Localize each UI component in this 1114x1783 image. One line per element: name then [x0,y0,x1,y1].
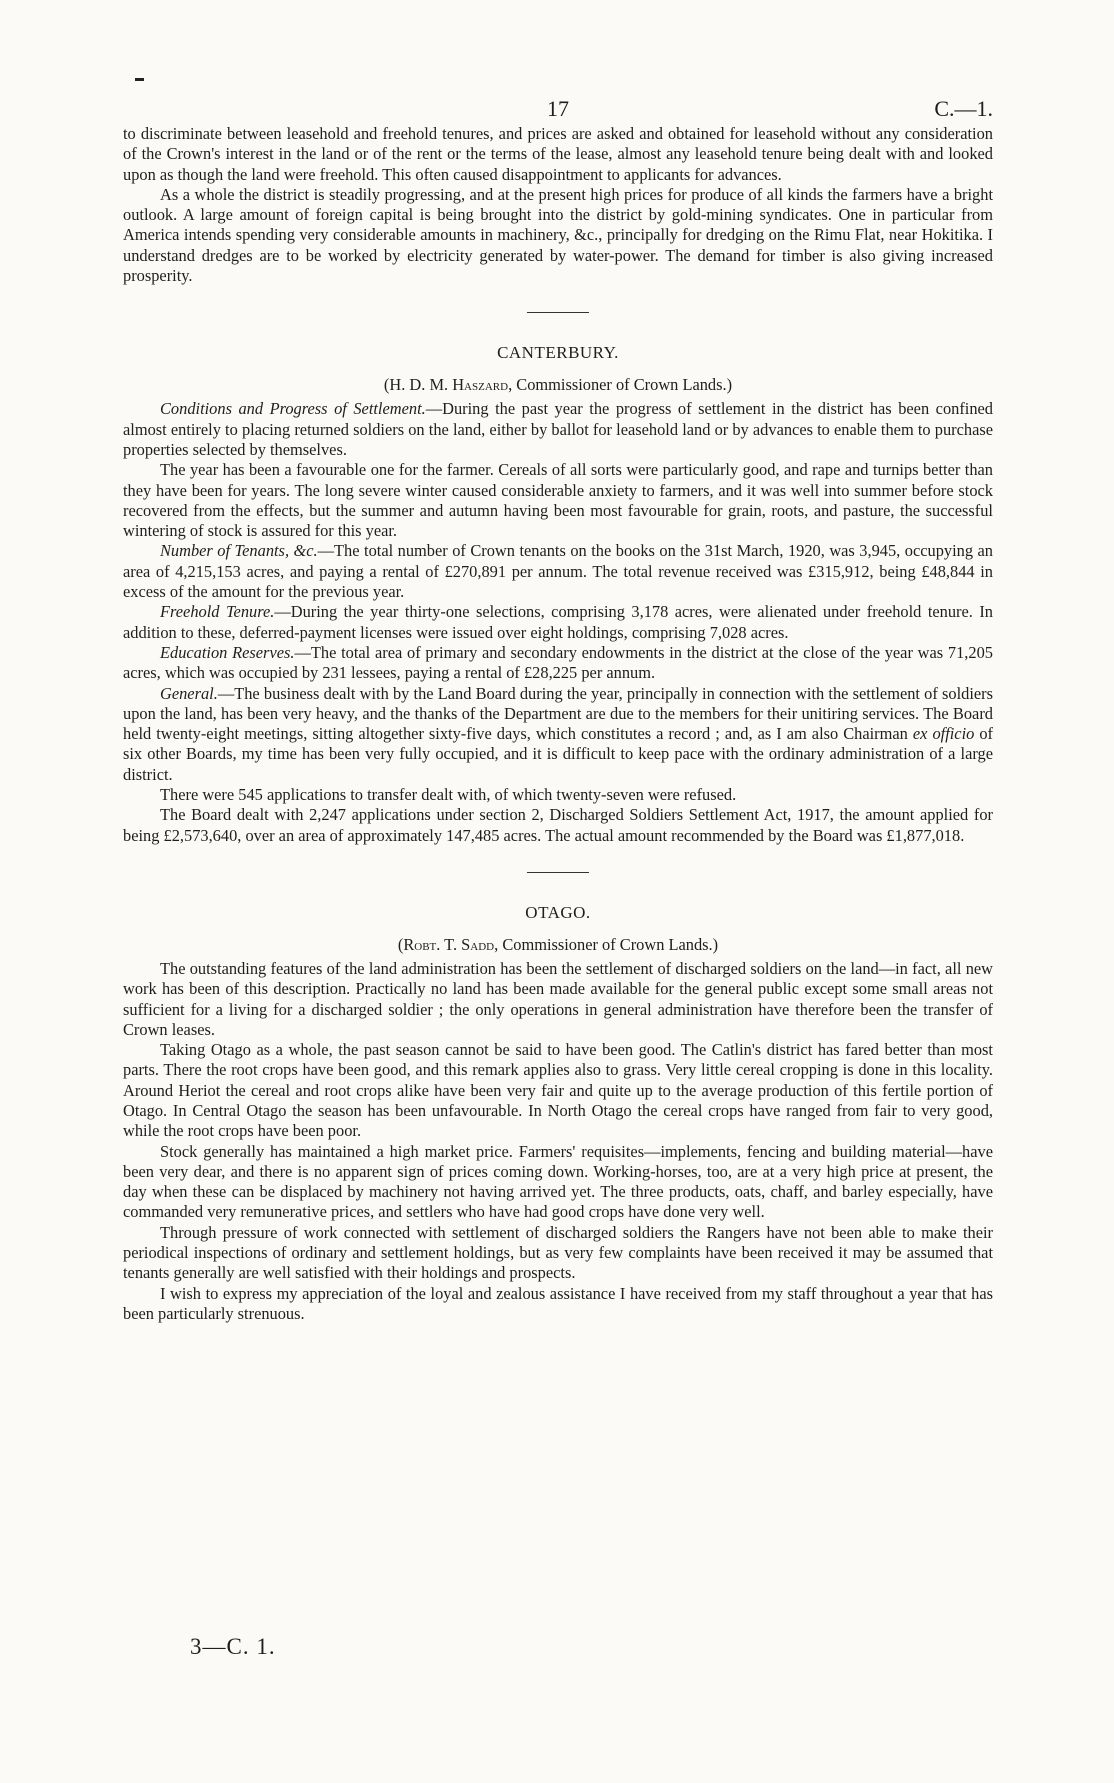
otago-title: OTAGO. [525,902,591,922]
section-divider [527,872,589,873]
paragraph-lead: Education Reserves. [160,642,295,662]
document-page [123,96,993,1324]
paragraph-lead: Conditions and Progress of Settlement. [160,399,426,419]
paragraph-lead: General. [160,683,218,703]
canterbury-paragraph-1: Conditions and Progress of Settlement.—During the past year the progress of settlement in the district has been confined almost entirely to placing returned soldiers on the land, either by ballot for leasehold land or by advances to enable them to purchase properties selected by themselves. [123,399,994,459]
section-divider [527,312,589,313]
canterbury-paragraph-2: The year has been a favourable one for the farmer. Cereals of all sorts were particularly good, and rape and turnips better than they have been for years. The long severe winter caused considerable anxiety to farmers, and it was well into summer before stock recovered from the effects, but the summer and autumn having been most favourable for grain, roots, and pasture, the successful wintering of stock is assured for this year. [123,460,993,541]
commissioner-name: Robt. T. Sadd [403,934,495,954]
margin-mark [135,78,144,81]
otago-paragraph-1: The outstanding features of the land administration has been the settlement of discharged soldiers on the land—in fact, all new work has been of this description. Practically no land has been made available for the general public except some small areas not sufficient for a living for a discharged soldier ; the only operations in general administration have therefore been the transfer of Crown leases. [123,958,993,1039]
paragraph-lead: Freehold Tenure. [160,602,275,622]
footer-signature: 3—C. 1. [190,1634,276,1659]
canterbury-commissioner: (H. D. M. Haszard, Commissioner of Crown Lands.) [383,375,733,395]
canterbury-paragraph-3: Number of Tenants, &c.—The total number of Crown tenants on the books on the 31st March, 1920, was 3,945, occupying an area of 4,215,153 acres, and paying a rental of £270,891 per annum. The total revenue received was £315,912, being £48,844 in excess of the amount for the previous year. [123,541,993,602]
paragraph-lead: Number of Tenants, &c. [160,541,318,561]
otago-paragraph-3: Stock generally has maintained a high market price. Farmers' requisites—implements, fencing and building material—have been very dear, and there is no apparent sign of prices coming down. Working-horses, too, are at a very high price at present, the day when these can be displaced by machinery not having arrived yet. The three products, oats, chaff, and barley especially, have commanded very remunerative prices, and settlers who have had good crops have done very well. [123,1141,993,1222]
commissioner-role: , Commissioner of Crown Lands.) [508,375,733,395]
canterbury-paragraph-6: General.—The business dealt with by the Land Board during the year, principally in connection with the settlement of soldiers upon the land, has been very heavy, and the thanks of the Department are due to the members for their unitiring services. The Board held twenty-eight meetings, sitting altogether sixty-five days, which constitutes a record ; and, as I am also Chairman ex officio of six other Boards, my time has been very fully occupied, and it is difficult to keep pace with the ordinary administration of a large district. [123,683,993,784]
commissioner-role: , Commissioner of Crown Lands.) [494,934,719,954]
canterbury-paragraph-7: There were 545 applications to transfer dealt with, of which twenty-seven were refused. [160,785,737,805]
canterbury-paragraph-5: Education Reserves.—The total area of primary and secondary endowments in the district at the close of the year was 71,205 acres, which was occupied by 231 lessees, paying a rental of £28,225 per annum. [123,642,993,683]
document-code: C.—1. [934,96,993,121]
canterbury-paragraph-8: The Board dealt with 2,247 applications under section 2, Discharged Soldiers Settlement Act, 1917, the amount applied for being £2,573,640, over an area of approximately 147,485 acres. The actual amount recommended by the Board was £1,877,018. [123,805,993,845]
otago-commissioner: (Robt. T. Sadd, Commissioner of Crown Lands.) [397,934,719,954]
page-number: 17 [547,96,569,121]
intro-paragraph-1: to discriminate between leasehold and freehold tenures, and prices are asked and obtained for leasehold without any consideration of the Crown's interest in the land or of the rent or the terms of the lease, almost any leasehold tenure being dealt with and looked upon as though the land were freehold. This often caused disappointment to applicants for advances. [123,124,993,184]
page-header [123,96,993,124]
intro-paragraph-2: As a whole the district is steadily progressing, and at the present high prices for produce of all kinds the farmers have a bright outlook. A large amount of foreign capital is being brought into the district by gold-mining syndicates. One in particular from America intends spending very considerable amounts in machinery, &c., principally for dredging on the Rimu Flat, near Hokitika. I understand dredges are to be worked by electricity generated by water-power. The demand for timber is also giving increased prosperity. [123,184,993,286]
commissioner-name: H. D. M. Haszard [389,375,509,395]
canterbury-paragraph-4: Freehold Tenure.—During the year thirty-one selections, comprising 3,178 acres, were alienated under freehold tenure. In addition to these, deferred-payment licenses were issued over eight holdings, comprising 7,028 acres. [123,602,993,642]
otago-paragraph-5: I wish to express my appreciation of the loyal and zealous assistance I have received from my staff throughout a year that has been particularly strenuous. [123,1283,993,1323]
canterbury-title: CANTERBURY. [497,343,619,363]
otago-paragraph-2: Taking Otago as a whole, the past season cannot be said to have been good. The Catlin's district has fared better than most parts. There the root crops have been good, and this remark applies also to grass. Very little cereal cropping is done in this locality. Around Heriot the cereal and root crops alike have been very fair and quite up to the average production of this fertile portion of Otago. In Central Otago the season has been unfavourable. In North Otago the cereal crops have ranged from fair to very good, while the root crops have been poor. [123,1040,993,1141]
otago-paragraph-4: Through pressure of work connected with settlement of discharged soldiers the Rangers have not been able to make their periodical inspections of ordinary and settlement holdings, but as very few complaints have been received it may be assumed that tenants generally are well satisfied with their holdings and prospects. [123,1222,993,1283]
